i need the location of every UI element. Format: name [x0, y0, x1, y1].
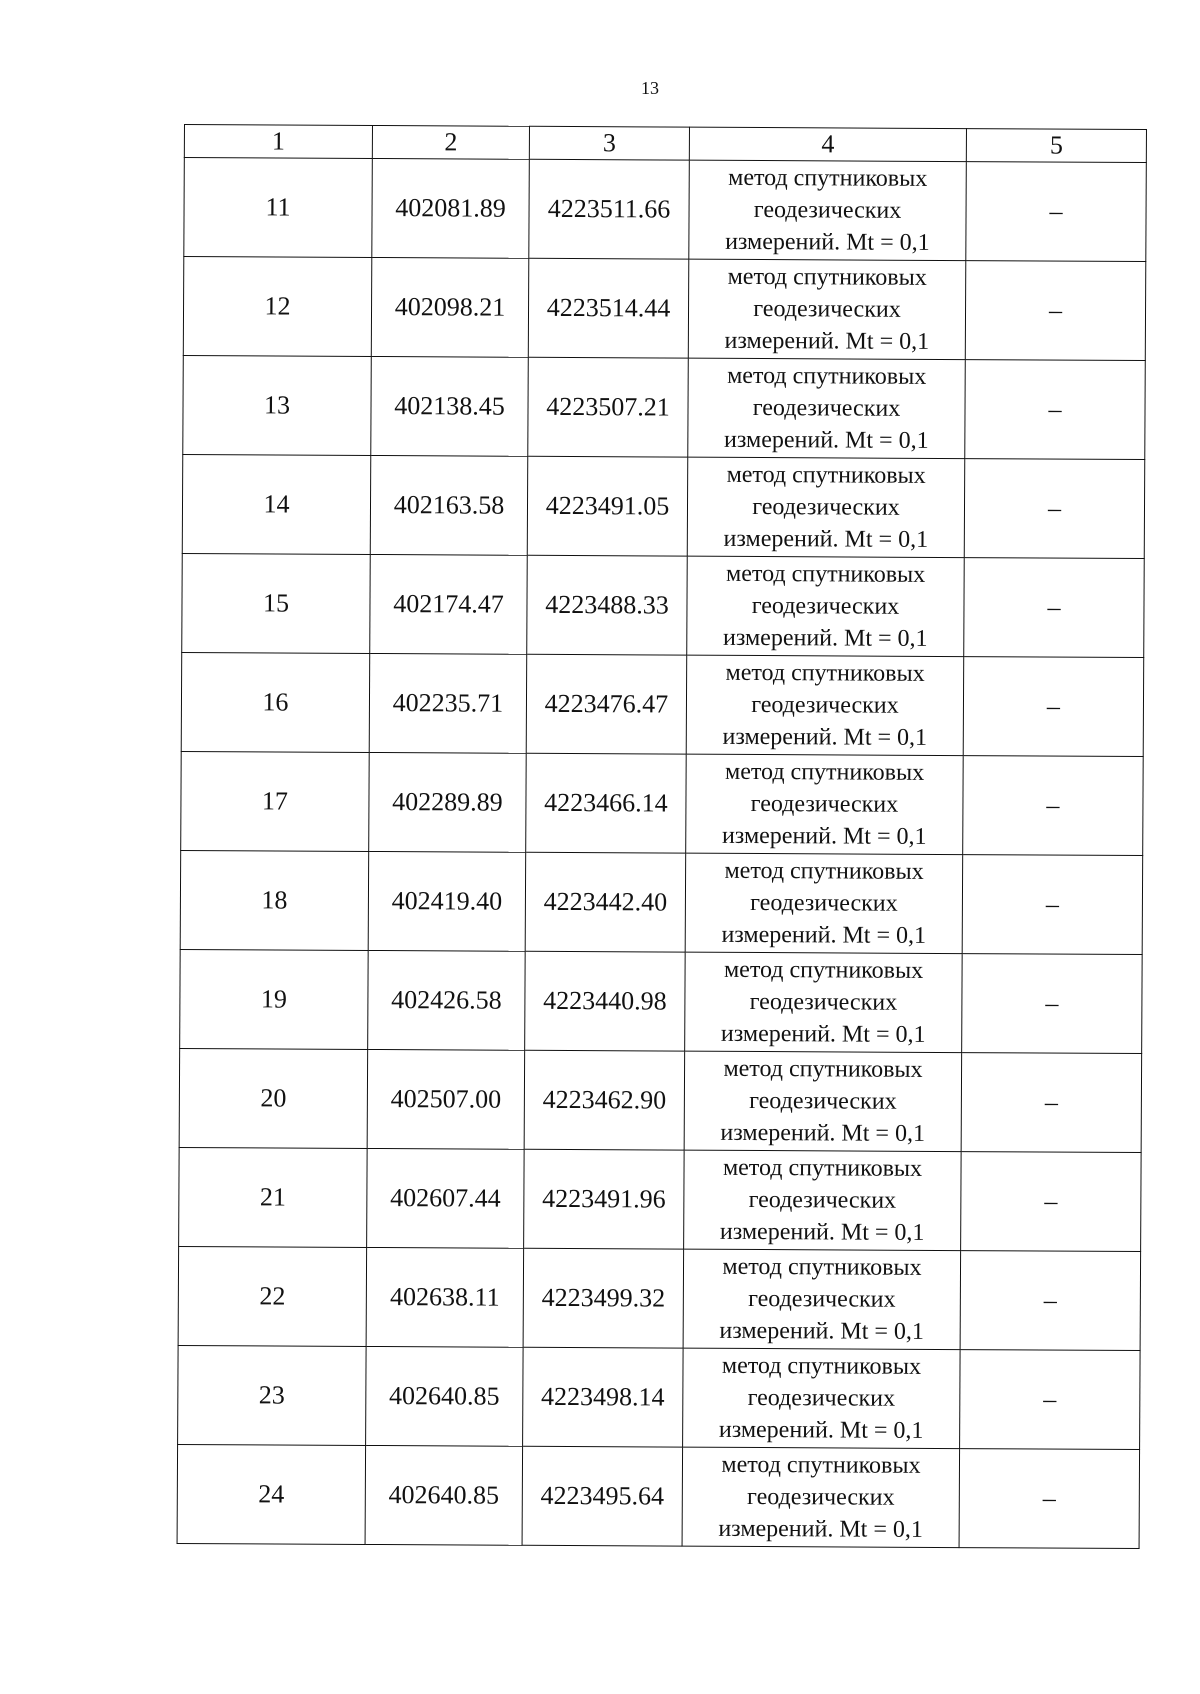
method-text-line-1: метод спутниковых	[721, 1451, 921, 1479]
method-text-line-1: метод спутниковых	[727, 362, 927, 390]
point-number-cell: 17	[181, 751, 370, 851]
method-cell	[686, 655, 964, 755]
column-header-5: 5	[966, 129, 1146, 163]
table-row	[180, 949, 1143, 1053]
point-number-cell: 21	[179, 1147, 368, 1247]
method-text-line-3: измерений. Mt = 0,1	[724, 327, 930, 355]
method-text-line-1: метод спутниковых	[728, 164, 928, 192]
x-coordinate-cell: 402640.85	[366, 1346, 524, 1446]
x-coordinate-cell: 402607.44	[367, 1148, 525, 1248]
method-cell	[684, 1051, 962, 1151]
table-row	[177, 1444, 1140, 1548]
method-text-line-3: измерений. Mt = 0,1	[722, 723, 928, 751]
note-cell: –	[960, 1251, 1141, 1351]
table-row	[182, 454, 1145, 558]
method-text-line-2: геодезических	[750, 889, 898, 917]
method-text-line-3: измерений. Mt = 0,1	[718, 1515, 923, 1543]
table-row	[179, 1147, 1142, 1251]
y-coordinate-cell: 4223495.64	[522, 1446, 683, 1546]
method-text-line-2: геодезических	[747, 1384, 896, 1412]
note-cell: –	[966, 162, 1147, 262]
method-cell	[687, 457, 965, 557]
column-header-3: 3	[529, 126, 689, 160]
method-text-line-1: метод спутниковых	[723, 1055, 923, 1083]
point-number-cell: 12	[183, 257, 372, 357]
method-cell	[682, 1447, 960, 1547]
table-row	[183, 257, 1146, 361]
method-cell	[685, 952, 963, 1052]
method-text-line-1: метод спутниковых	[727, 263, 927, 291]
point-number-cell: 11	[184, 158, 373, 258]
method-text-line-2: геодезических	[753, 196, 902, 224]
method-cell	[683, 1249, 961, 1349]
table-row	[179, 1048, 1142, 1152]
table-row	[183, 355, 1146, 459]
note-cell: –	[961, 1152, 1142, 1252]
note-cell: –	[963, 756, 1144, 856]
method-text-line-2: геодезических	[748, 1186, 897, 1214]
y-coordinate-cell: 4223491.96	[524, 1149, 685, 1249]
method-text-line-2: геодезических	[748, 1285, 896, 1313]
x-coordinate-cell: 402098.21	[371, 257, 529, 357]
table-body	[177, 158, 1146, 1549]
x-coordinate-cell: 402419.40	[368, 851, 526, 951]
point-number-cell: 23	[178, 1345, 367, 1445]
table-row	[181, 652, 1144, 756]
point-number-cell: 18	[180, 850, 369, 950]
method-text-line-3: измерений. Mt = 0,1	[720, 1020, 926, 1048]
method-text-line-2: геодезических	[753, 295, 901, 323]
x-coordinate-cell: 402081.89	[372, 158, 530, 258]
note-cell: –	[964, 459, 1145, 559]
y-coordinate-cell: 4223462.90	[524, 1050, 685, 1150]
x-coordinate-cell: 402289.89	[369, 752, 527, 852]
method-cell	[686, 754, 964, 854]
column-header-1: 1	[184, 125, 372, 159]
point-number-cell: 19	[180, 949, 369, 1049]
column-header-2: 2	[372, 125, 529, 159]
point-number-cell: 14	[182, 454, 371, 554]
method-text-line-3: измерений. Mt = 0,1	[719, 1218, 925, 1246]
coordinates-table	[177, 124, 1147, 1549]
method-text-line-2: геодезических	[747, 1483, 895, 1511]
point-number-cell: 22	[178, 1246, 367, 1346]
method-cell	[689, 160, 967, 260]
note-cell: –	[963, 657, 1144, 757]
method-text-line-2: геодезических	[751, 691, 899, 719]
method-text-line-2: геодезических	[750, 790, 899, 818]
note-cell: –	[965, 360, 1146, 460]
method-text-line-2: геодезических	[752, 493, 900, 521]
y-coordinate-cell: 4223491.05	[527, 456, 688, 556]
y-coordinate-cell: 4223511.66	[529, 159, 690, 259]
x-coordinate-cell: 402507.00	[367, 1049, 525, 1149]
method-text-line-1: метод спутниковых	[726, 560, 926, 588]
y-coordinate-cell: 4223442.40	[525, 852, 686, 952]
x-coordinate-cell: 402640.85	[365, 1445, 523, 1545]
note-cell: –	[962, 954, 1143, 1054]
note-cell: –	[965, 261, 1146, 361]
table-row	[178, 1246, 1141, 1350]
point-number-cell: 13	[183, 355, 372, 455]
note-cell: –	[961, 1053, 1142, 1153]
method-text-line-1: метод спутниковых	[724, 758, 925, 786]
method-text-line-3: измерений. Mt = 0,1	[722, 624, 928, 652]
method-text-line-3: измерений. Mt = 0,1	[724, 426, 929, 454]
method-text-line-1: метод спутниковых	[723, 956, 924, 984]
y-coordinate-cell: 4223514.44	[528, 258, 689, 358]
y-coordinate-cell: 4223507.21	[528, 357, 689, 457]
page-number: 13	[641, 78, 659, 98]
method-text-line-2: геодезических	[749, 1087, 897, 1115]
table-row	[178, 1345, 1141, 1449]
table-row	[184, 158, 1147, 262]
y-coordinate-cell: 4223499.32	[523, 1248, 684, 1348]
method-cell	[688, 358, 966, 458]
method-cell	[687, 556, 965, 656]
y-coordinate-cell: 4223466.14	[526, 753, 687, 853]
x-coordinate-cell: 402235.71	[369, 653, 527, 753]
method-text-line-2: геодезических	[751, 592, 900, 620]
method-cell	[683, 1348, 961, 1448]
note-cell: –	[964, 558, 1145, 658]
y-coordinate-cell: 4223440.98	[525, 951, 686, 1051]
method-text-line-1: метод спутниковых	[726, 461, 926, 489]
y-coordinate-cell: 4223476.47	[526, 654, 687, 754]
table-row	[182, 553, 1145, 657]
column-header-4: 4	[689, 127, 966, 161]
method-text-line-3: измерений. Mt = 0,1	[720, 1119, 926, 1147]
method-text-line-3: измерений. Mt = 0,1	[725, 228, 930, 256]
method-text-line-2: геодезических	[752, 394, 901, 422]
method-text-line-1: метод спутниковых	[722, 1253, 922, 1281]
y-coordinate-cell: 4223488.33	[527, 555, 688, 655]
method-text-line-3: измерений. Mt = 0,1	[721, 921, 927, 949]
point-number-cell: 20	[179, 1048, 368, 1148]
x-coordinate-cell: 402638.11	[366, 1247, 524, 1347]
method-text-line-1: метод спутниковых	[725, 659, 925, 687]
point-number-cell: 15	[182, 553, 371, 653]
x-coordinate-cell: 402426.58	[368, 950, 526, 1050]
method-cell	[684, 1150, 962, 1250]
method-cell	[688, 259, 966, 359]
method-text-line-3: измерений. Mt = 0,1	[723, 525, 929, 553]
method-text-line-3: измерений. Mt = 0,1	[721, 822, 927, 850]
table-row	[180, 850, 1143, 954]
method-text-line-3: измерений. Mt = 0,1	[718, 1416, 924, 1444]
x-coordinate-cell: 402174.47	[370, 554, 528, 654]
point-number-cell: 16	[181, 652, 370, 752]
method-text-line-1: метод спутниковых	[721, 1352, 922, 1380]
table-row	[181, 751, 1144, 855]
method-text-line-3: измерений. Mt = 0,1	[719, 1317, 925, 1345]
table-header-row	[184, 125, 1146, 163]
method-text-line-1: метод спутниковых	[724, 857, 924, 885]
x-coordinate-cell: 402138.45	[371, 356, 529, 456]
method-cell	[685, 853, 963, 953]
note-cell: –	[960, 1350, 1141, 1450]
x-coordinate-cell: 402163.58	[370, 455, 528, 555]
method-text-line-2: геодезических	[749, 988, 898, 1016]
note-cell: –	[959, 1449, 1140, 1549]
y-coordinate-cell: 4223498.14	[523, 1347, 684, 1447]
method-text-line-1: метод спутниковых	[722, 1154, 923, 1182]
note-cell: –	[962, 855, 1143, 955]
point-number-cell: 24	[177, 1444, 366, 1544]
coordinates-table-container	[177, 124, 1146, 1549]
